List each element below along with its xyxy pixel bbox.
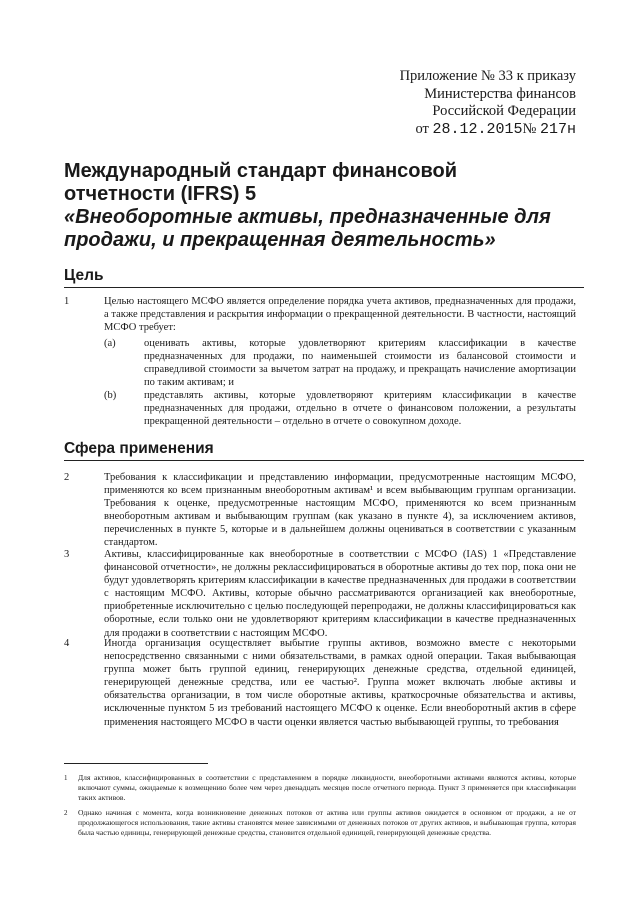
paragraph-number: 2 bbox=[64, 472, 70, 483]
paragraph-number: 3 bbox=[64, 549, 70, 560]
subparagraph-label: (b) bbox=[104, 390, 117, 401]
paragraph-4 bbox=[64, 637, 576, 729]
paragraph-number: 1 bbox=[64, 296, 70, 307]
title-line-2: отчетности (IFRS) 5 bbox=[64, 183, 257, 205]
paragraph-3 bbox=[64, 548, 576, 640]
footnote-mark: 1 bbox=[64, 774, 68, 782]
footnote-separator bbox=[64, 763, 208, 764]
section-heading-goal: Цель bbox=[64, 267, 584, 288]
annex-date-line bbox=[400, 121, 576, 139]
annex-line-3: Российской Федерации bbox=[432, 103, 576, 119]
annex-line-1: Приложение № 33 к приказу bbox=[399, 68, 576, 84]
title-line-1: Международный стандарт финансовой bbox=[64, 160, 458, 182]
paragraph-number: 4 bbox=[64, 638, 70, 649]
footnote-text: Однако начиная с момента, когда возникновение денежных потоков от актива или группы активов ожидается в основном от продажи, а не от продолжающегося использования, такие активы становятся менее зависимыми от денежных потоков от других активов, и выбывающая группа, которая была частью единицы, генерирующей денежные средства, становится отдельной единицей, генерирующей денежные средства. bbox=[78, 808, 576, 838]
subparagraph-text: представлять активы, которые удовлетворяют критериям классификации в качестве предназначенных для продажи, отдельно в отчете о финансовом положении, а результаты прекращенной деятельности – отдельно в отчете о совокупном доходе. bbox=[144, 390, 576, 428]
annex-line-2: Министерства финансов bbox=[424, 85, 576, 102]
footnote-text: Для активов, классифицированных в соответствии с представлением в порядке ликвидности, внеоборотными активами являются активы, которые включают суммы, ожидаемые к возмещению более чем через двенадцать месяцев после отчетного периода. Пункт 3 применяется при классификации таких активов. bbox=[78, 773, 576, 803]
subparagraph-label: (a) bbox=[104, 338, 116, 349]
document-title bbox=[64, 160, 584, 252]
footnote-mark: 2 bbox=[64, 809, 68, 817]
number-prefix: № bbox=[522, 120, 537, 137]
order-number: 217н bbox=[539, 120, 576, 138]
subparagraph-text: оценивать активы, которые удовлетворяют критериям классификации в качестве предназначенных для продажи, по наименьшей стоимости из балансовой стоимости и справедливой стоимости за вычетом затрат на продажу, и прекращать начисление амортизации по таким активам; и bbox=[144, 338, 576, 389]
footnote-1 bbox=[64, 773, 576, 804]
paragraph-text: Активы, классифицированные как внеоборотные в соответствии с МСФО (IAS) 1 «Представление финансовой отчетности», не должны реклассифицироваться в оборотные активы до тех пор, пока они не будут удовлетворять критериям классификации в качестве предназначенных для продажи в соответствии с настоящим МСФО. Активы, которые обычно рассматриваются организацией как внеоборотные, приобретенные исключительно с целью последующей перепродажи, не должны классифицироваться как оборотные, если только они не удовлетворяют критериям классификации в качестве предназначенных для продажи в соответствии с настоящим МСФО. bbox=[104, 549, 576, 639]
subparagraph-1a bbox=[104, 337, 576, 389]
subparagraph-1b bbox=[104, 389, 576, 428]
footnote-2 bbox=[64, 808, 576, 839]
paragraph-text: Требования к классификации и представлению информации, предусмотренные настоящим МСФО, применяются ко всем признанным внеоборотным активам¹ и всем выбывающим группам организации. Требования к оценке, предусмотренные настоящим МСФО, применяются ко всем признанным внеоборотным активам и выбывающим группам (как указано в пункте 4), за исключением активов, перечисленных в пункте 5, которые и в дальнейшем должны оцениваться в соответствии с указанным стандартом. bbox=[104, 472, 576, 549]
section-heading-scope: Сфера применения bbox=[64, 440, 584, 461]
paragraph-2 bbox=[64, 471, 576, 550]
paragraph-text: Иногда организация осуществляет выбытие группы активов, возможно вместе с некоторыми непосредственно связанными с ними обязательствами, в рамках одной операции. Такая выбывающая группа может быть группой единиц, генерирующих денежные средства, отдельной единицей, генерирующей денежные средства, или ее частью². Группа может включать любые активы и обязательства организации, в том числе оборотные активы, краткосрочные обязательства и активы, исключенные пунктом 5 из требований настоящего МСФО к оценке. Если внеоборотный актив в сфере применения настоящего МСФО в части оценки является частью выбывающей группы, то требования bbox=[104, 638, 576, 728]
annex-header bbox=[400, 68, 576, 138]
date-prefix: от bbox=[415, 120, 429, 137]
paragraph-1 bbox=[64, 295, 576, 334]
order-date: 28.12.2015 bbox=[432, 120, 523, 138]
title-subtitle: «Внеоборотные активы, предназначенные для продажи, и прекращенная деятельность» bbox=[64, 206, 551, 251]
paragraph-text: Целью настоящего МСФО является определение порядка учета активов, предназначенных для продажи, а также представления и раскрытия информации о прекращенной деятельности. В частности, настоящий МСФО требует: bbox=[104, 296, 576, 334]
